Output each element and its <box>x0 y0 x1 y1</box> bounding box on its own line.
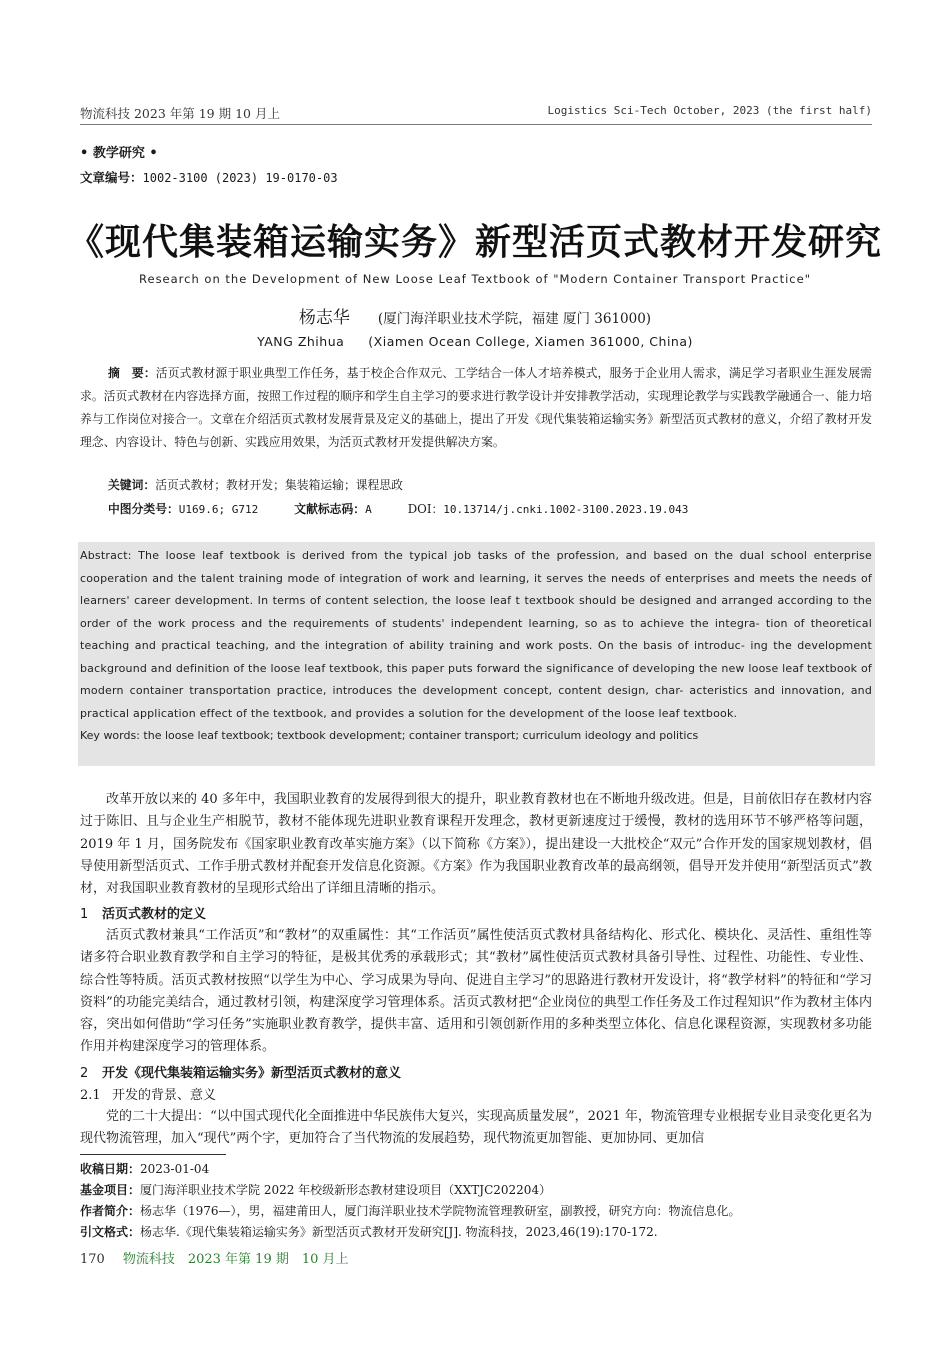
author-affiliation-en: (Xiamen Ocean College, Xiamen 361000, China) <box>368 334 693 349</box>
article-number-label: 文章编号： <box>80 170 143 185</box>
received-date: 2023-01-04 <box>140 1162 210 1176</box>
author-bio-text: 杨志华（1976—），男，福建莆田人，厦门海洋职业技术学院物流管理教研室，副教授，研究方向：物流信息化。 <box>140 1204 741 1218</box>
section-1-paragraph <box>80 925 872 1059</box>
doi-value: 10.13714/j.cnki.1002-3100.2023.19.043 <box>443 503 689 516</box>
abstract-cn-label: 摘 要： <box>108 366 156 380</box>
section-1-number: 1 <box>80 907 89 922</box>
received-label: 收稿日期： <box>80 1162 141 1176</box>
keywords-cn <box>108 476 403 493</box>
page-footer <box>80 1248 349 1267</box>
section-2-heading <box>80 1062 401 1081</box>
page-number: 170 <box>80 1252 105 1267</box>
subsection-2-1-text: 党的二十大提出：“以中国式现代化全面推进中华民族伟大复兴，实现高质量发展”，2021 年，物流管理专业根据专业目录变化更名为现代物流管理，加入“现代”两个字，更加符合了当代物流的发展趋势，现代物流更加智能、更加协同、更加信 <box>80 1109 872 1147</box>
clc-value: U169.6; G712 <box>178 503 259 516</box>
citation-text: 杨志华.《现代集装箱运输实务》新型活页式教材开发研究[J]. 物流科技，2023,46(19):170-172. <box>140 1225 658 1239</box>
footnote-citation <box>80 1223 880 1240</box>
running-header <box>80 104 872 122</box>
subsection-2-1-heading <box>80 1084 216 1103</box>
author-name: 杨志华 <box>298 308 350 328</box>
footnote-author <box>80 1202 880 1219</box>
keywords-en: Key words: the loose leaf textbook; textbook development; container transport; curriculum ideology and politics <box>80 729 699 742</box>
author-line-en <box>0 334 950 349</box>
article-number-value: 1002-3100 (2023) 19-0170-03 <box>142 171 338 185</box>
fund-text: 厦门海洋职业技术学院 2022 年校级新形态教材建设项目（XXTJC202204） <box>140 1183 552 1197</box>
abstract-en-box <box>78 542 875 766</box>
classification-line <box>108 500 688 517</box>
keywords-cn-label: 关键词： <box>108 478 156 492</box>
section-2-title: 开发《现代集装箱运输实务》新型活页式教材的意义 <box>102 1066 402 1081</box>
author-name-en: YANG Zhihua <box>257 334 345 349</box>
subsection-2-1-title: 开发的背景、意义 <box>112 1088 217 1103</box>
keywords-cn-text: 活页式教材；教材开发；集装箱运输；课程思政 <box>155 478 403 492</box>
doi-label: DOI： <box>407 502 444 516</box>
paper-title: 《现代集装箱运输实务》新型活页式教材开发研究 <box>67 222 882 263</box>
footnote-fund <box>80 1181 880 1198</box>
running-header-left: 物流科技 2023 年第 19 期 10 月上 <box>80 106 280 121</box>
header-rule <box>80 124 872 125</box>
abstract-cn-text: 活页式教材源于职业典型工作任务，基于校企合作双元、工学结合一体人才培养模式，服务于企业用人需求，满足学习者职业生涯发展需求。活页式教材在内容选择方面，按照工作过程的顺序和学生自主学习的要求进行教学设计并安排教学活动，实现理论教学与实践教学融通合一、能力培养与工作岗位对接合一。文章在介绍活页式教材发展背景及定义的基础上，提出了开发《现代集装箱运输实务》新型活页式教材的意义，介绍了教材开发理念、内容设计、特色与创新、实践应用效果，为活页式教材开发提供解决方案。 <box>80 366 872 449</box>
subsection-2-1-paragraph <box>80 1106 872 1151</box>
subsection-2-1-number: 2.1 <box>80 1088 101 1103</box>
intro-paragraph <box>80 789 872 900</box>
footer-journal: 物流科技 2023 年第 19 期 10 月上 <box>122 1252 349 1267</box>
clc-label: 中图分类号： <box>108 502 179 516</box>
section-1-heading <box>80 903 206 922</box>
column-label: • 教学研究 • <box>80 146 158 161</box>
author-line <box>0 303 950 328</box>
paper-title-en: Research on the Development of New Loose Leaf Textbook of "Modern Container Transport Practice" <box>139 272 811 286</box>
doc-code-value: A <box>365 503 372 516</box>
section-2-number: 2 <box>80 1066 89 1081</box>
author-affiliation: (厦门海洋职业技术学院，福建 厦门 361000) <box>377 311 652 327</box>
abstract-en-text: Abstract: The loose leaf textbook is derived from the typical job tasks of the profession, and based on the dual school enterprise cooperation and the talent training mode of integration of work and learning, it serves the needs of enterprises and meets the needs of learners' career development. In terms of content selection, the loose leaf t textbook should be designed and arranged according to the order of the work process and the requirements of students' independent learning, so as to achieve the integra- tion of theoretical teaching and practical teaching, and the integration of ability training and work posts. On the basis of introduc- ing the development background and definition of the loose leaf textbook, this paper puts forward the significance of developing the new loose leaf textbook of modern container transportation practice, introduces the development concept, content design, char- acteristics and innovation, and practical application effect of the textbook, and provides a solution for the development of the loose leaf textbook. <box>80 549 872 720</box>
citation-label: 引文格式： <box>80 1225 141 1239</box>
footnote-received <box>80 1160 880 1177</box>
doc-code-label: 文献标志码： <box>294 502 366 516</box>
section-1-text: 活页式教材兼具“工作活页”和“教材”的双重属性：其“工作活页”属性使活页式教材具备结构化、形式化、模块化、灵活性、重组性等诸多符合职业教育教学和自主学习的特征，是极其优秀的承载形式；其“教材”属性使活页式教材具备引导性、过程性、功能性、专业性、综合性等特质。活页式教材按照“以学生为中心、学习成果为导向、促进自主学习”的思路进行教材开发设计，将“教学材料”的特征和“学习资料”的功能完美结合，通过教材引领，构建深度学习管理体系。活页式教材把“企业岗位的典型工作任务及工作过程知识”作为教材主体内容，突出如何借助“学习任务”实施职业教育教学，提供丰富、适用和引领创新作用的多种类型立体化、信息化课程资源，实现教材多功能作用并构建深度学习的管理体系。 <box>80 928 872 1055</box>
abstract-cn <box>80 362 872 454</box>
fund-label: 基金项目： <box>80 1183 141 1197</box>
intro-text: 改革开放以来的 40 多年中，我国职业教育的发展得到很大的提升，职业教育教材也在不断地升级改进。但是，目前依旧存在教材内容过于陈旧、且与企业生产相脱节，教材不能体现先进职业教育课程开发理念，教材更新速度过于缓慢，教材的选用环节不够严格等问题，2019 年 1 月，国务院发布《国家职业教育改革实施方案》（以下简称《方案》），提出建设一大批校企“双元”合作开发的国家规划教材，倡导使用新型活页式、工作手册式教材并配套开发信息化资源。《方案》作为我国职业教育改革的最高纲领，倡导开发并使用“新型活页式”教材，对我国职业教育教材的呈现形式给出了详细且清晰的指示。 <box>80 792 872 897</box>
running-header-right: Logistics Sci-Tech October, 2023 (the first half) <box>547 104 872 117</box>
article-number <box>80 168 338 186</box>
footnote-rule <box>80 1154 226 1155</box>
section-1-title: 活页式教材的定义 <box>102 907 207 922</box>
author-bio-label: 作者简介： <box>80 1204 141 1218</box>
